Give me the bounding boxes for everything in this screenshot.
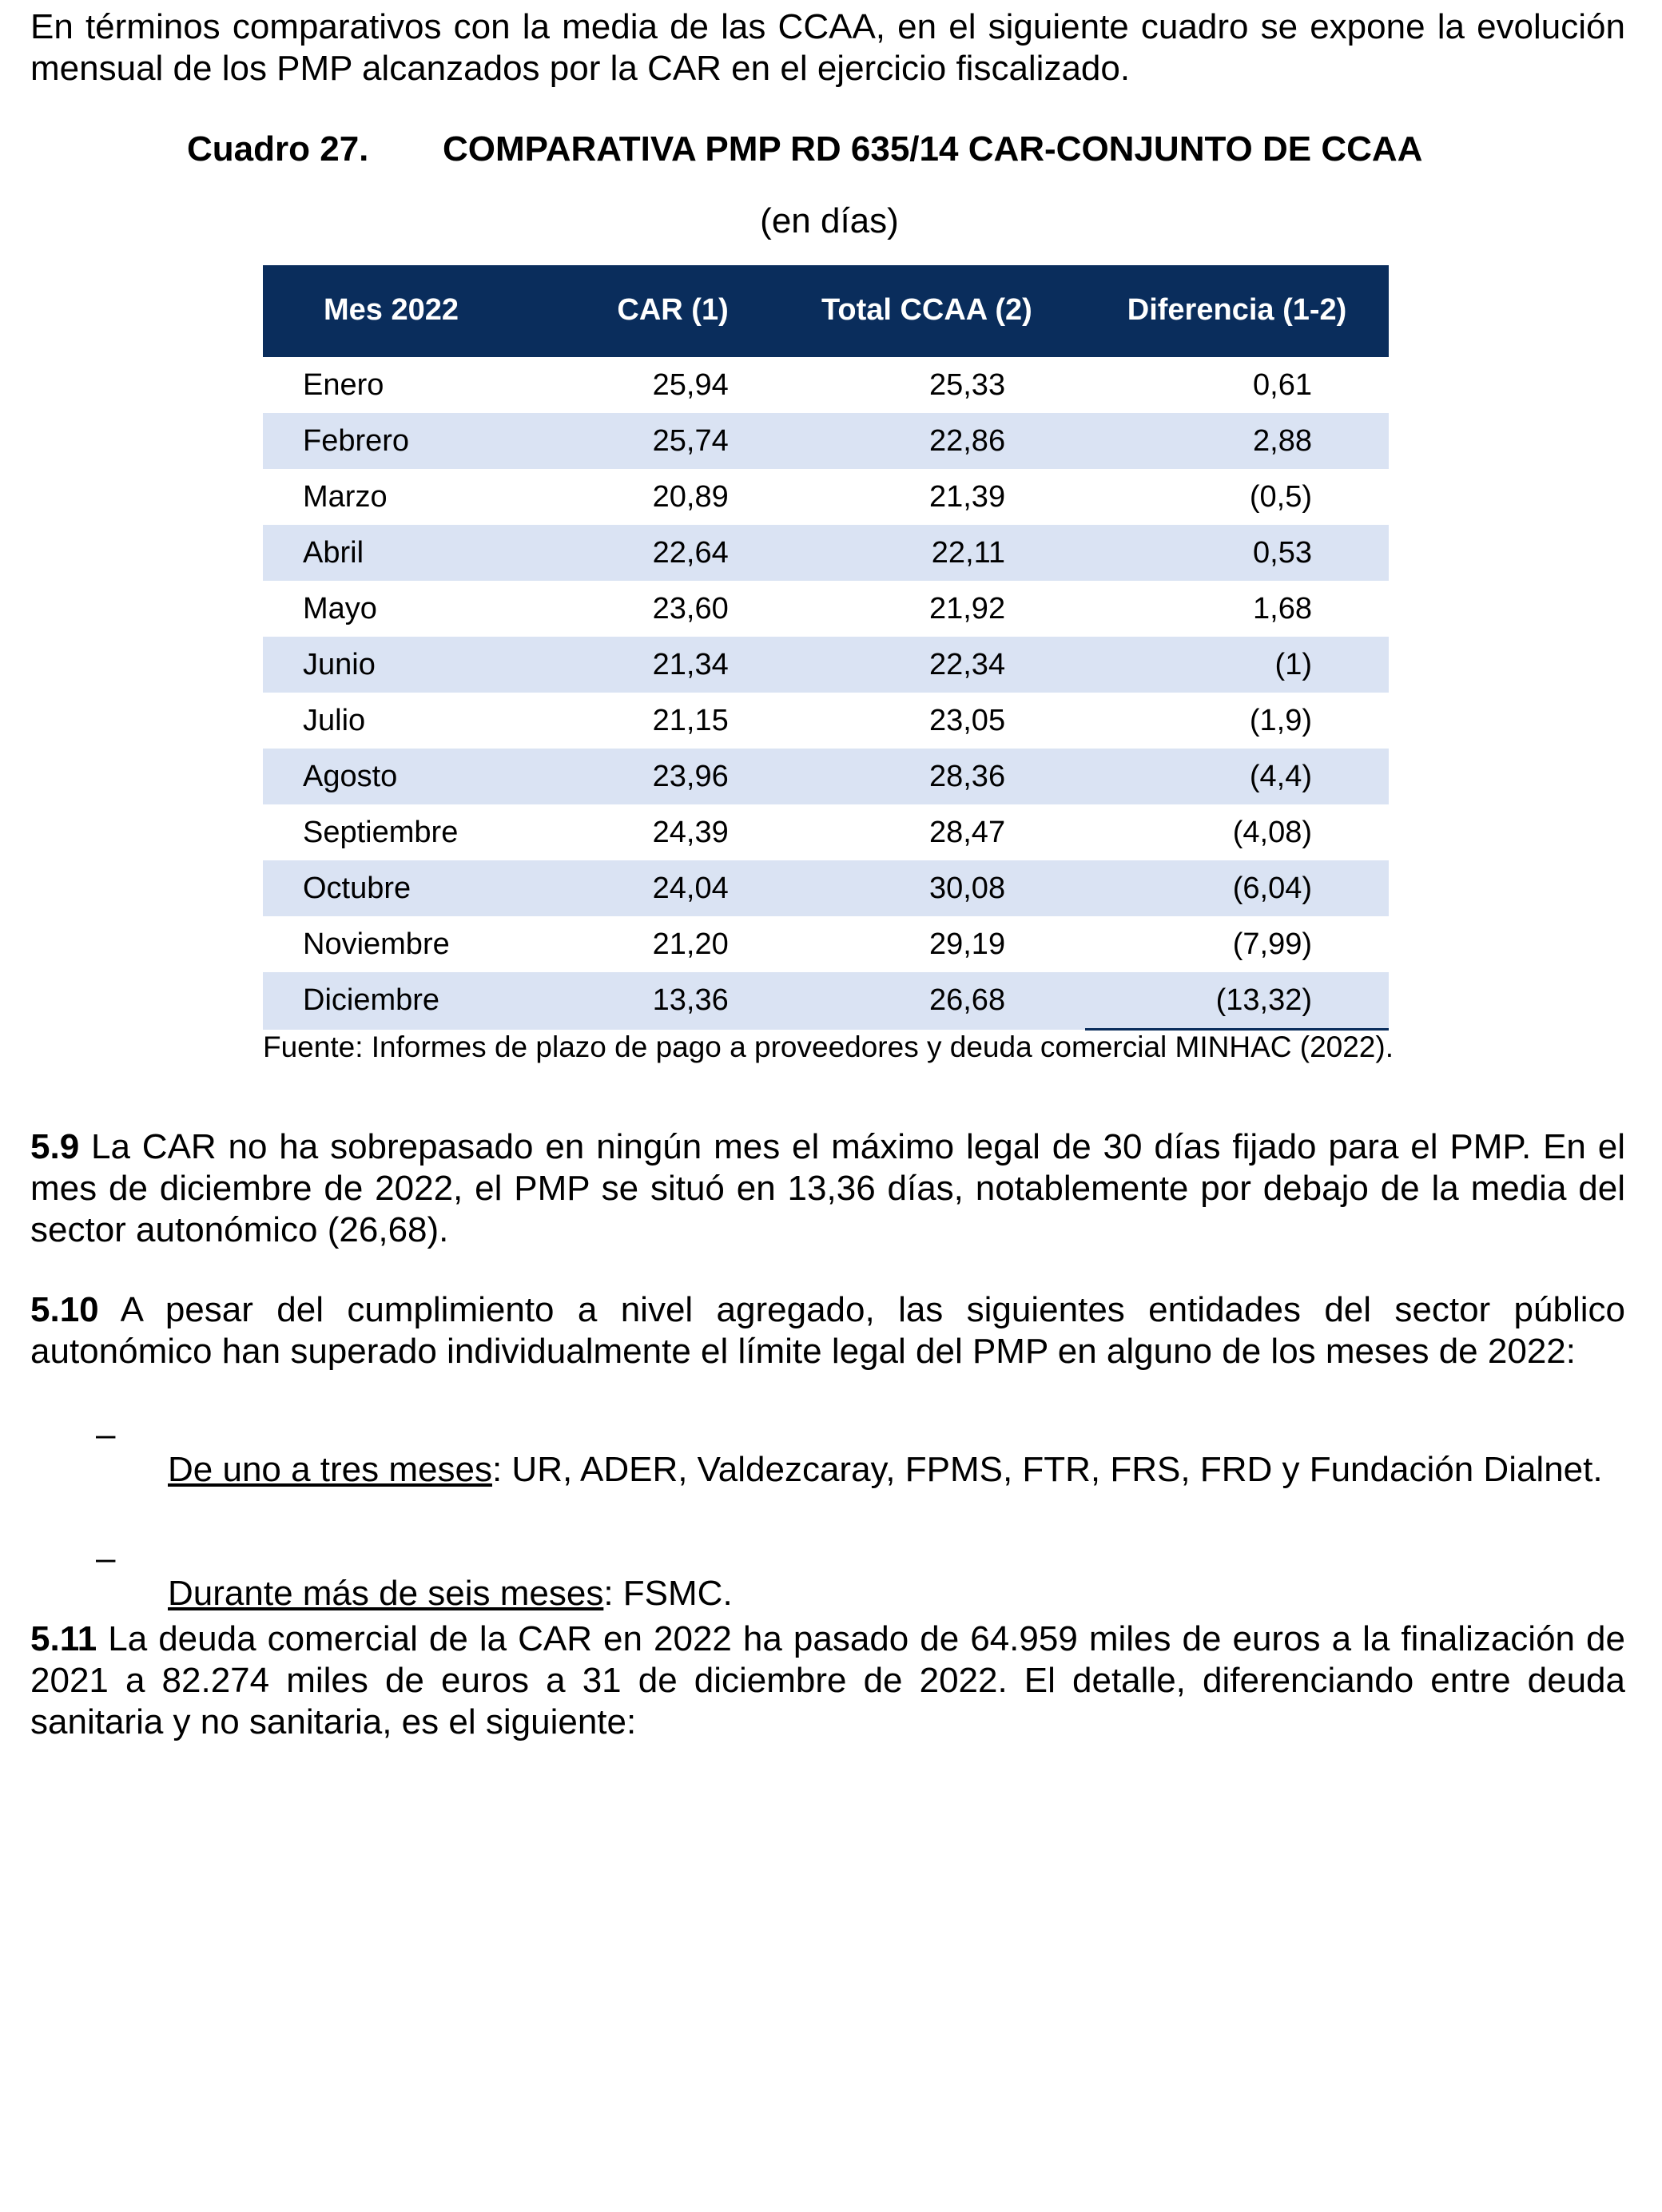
cell-difference: (6,04) <box>1085 860 1389 916</box>
cell-car: 24,39 <box>652 815 729 849</box>
caption-number: Cuadro 27. <box>187 129 369 169</box>
cell-car: 21,15 <box>652 703 729 737</box>
cell-total-ccaa: 21,39 <box>928 479 1006 514</box>
cell-month: Mayo <box>303 591 377 625</box>
table-source: Fuente: Informes de plazo de pago a proveedores y deuda comercial MINHAC (2022). <box>263 1031 1394 1063</box>
paragraph-5-11 <box>30 1618 1625 1743</box>
cell-month: Diciembre <box>263 972 541 1030</box>
header-car: CAR (1) <box>541 265 769 356</box>
cell-car: 13,36 <box>541 972 769 1030</box>
cell-month: Octubre <box>263 860 541 916</box>
header-total-ccaa: Total CCAA (2) <box>769 265 1085 356</box>
table-row <box>263 916 1389 972</box>
cell-month: Abril <box>263 525 541 581</box>
cell-total-ccaa: 22,86 <box>769 413 1085 469</box>
cell-total-ccaa: 22,34 <box>769 637 1085 693</box>
cell-month: Septiembre <box>303 815 459 849</box>
table-row <box>263 749 1389 804</box>
paragraph-text: A pesar del cumplimiento a nivel agregado, las siguientes entidades del sector público autonómico han superado individualmente el límite legal del PMP en alguno de los meses de 2022: <box>30 1290 1625 1371</box>
bullet-label: De uno a tres meses <box>168 1450 492 1489</box>
cell-car: 21,20 <box>652 927 729 961</box>
bullet-body: : FSMC. <box>603 1574 733 1613</box>
table-caption <box>187 129 1422 169</box>
table-row <box>263 525 1389 581</box>
cell-difference: (13,32) <box>1085 972 1389 1030</box>
cell-car: 25,94 <box>652 367 729 402</box>
dash-bullet-icon: – <box>96 1415 116 1454</box>
cell-car: 21,34 <box>541 637 769 693</box>
cell-difference: 0,53 <box>1085 525 1389 581</box>
cell-difference: (0,5) <box>1249 479 1312 514</box>
cell-total-ccaa: 22,11 <box>769 525 1085 581</box>
cell-car: 24,04 <box>541 860 769 916</box>
cell-total-ccaa: 21,92 <box>928 591 1006 625</box>
table-row <box>263 972 1389 1030</box>
paragraph-text: La CAR no ha sobrepasado en ningún mes el máximo legal de 30 días fijado para el PMP. En el mes de diciembre de 2022, el PMP se situó en 13,36 días, notablemente por debajo de la media del sector autonómico (26,68). <box>30 1127 1625 1249</box>
cell-difference: 1,68 <box>1253 591 1312 625</box>
cell-total-ccaa: 30,08 <box>769 860 1085 916</box>
cell-difference: (4,4) <box>1085 749 1389 804</box>
table-row <box>263 469 1389 525</box>
paragraph-number: 5.11 <box>30 1619 97 1658</box>
cell-month: Julio <box>303 703 366 737</box>
table-row <box>263 693 1389 749</box>
paragraph-number: 5.9 <box>30 1127 80 1166</box>
cell-total-ccaa: 25,33 <box>928 367 1006 402</box>
cell-month: Enero <box>303 367 384 402</box>
intro-paragraph: En términos comparativos con la media de las CCAA, en el siguiente cuadro se expone la evolución mensual de los PMP alcanzados por la CAR en el ejercicio fiscalizado. <box>30 7 1625 88</box>
cell-total-ccaa: 28,47 <box>928 815 1006 849</box>
cell-month: Agosto <box>263 749 541 804</box>
cell-difference: 0,61 <box>1253 367 1312 402</box>
table-row <box>263 637 1389 693</box>
table-header-row <box>263 265 1389 356</box>
bullet-item <box>30 1414 1625 1526</box>
bullet-label: Durante más de seis meses <box>168 1574 604 1613</box>
cell-month: Noviembre <box>303 927 450 961</box>
header-month: Mes 2022 <box>263 265 541 356</box>
paragraph-number: 5.10 <box>30 1290 99 1329</box>
cell-month: Marzo <box>303 479 388 514</box>
cell-month: Junio <box>263 637 541 693</box>
cell-difference: (7,99) <box>1232 927 1312 961</box>
table-row <box>263 804 1389 860</box>
dash-bullet-icon: – <box>96 1539 116 1578</box>
cell-car: 20,89 <box>652 479 729 514</box>
table-row <box>263 413 1389 469</box>
cell-total-ccaa: 29,19 <box>928 927 1006 961</box>
cell-difference: (1,9) <box>1249 703 1312 737</box>
cell-car: 25,74 <box>541 413 769 469</box>
table-row <box>263 581 1389 637</box>
cell-car: 23,96 <box>541 749 769 804</box>
paragraph-5-10 <box>30 1289 1625 1372</box>
cell-month: Febrero <box>263 413 541 469</box>
cell-total-ccaa: 28,36 <box>769 749 1085 804</box>
table-row <box>263 860 1389 916</box>
header-difference: Diferencia (1-2) <box>1085 265 1389 356</box>
paragraph-text: La deuda comercial de la CAR en 2022 ha pasado de 64.959 miles de euros a la finalización de 2021 a 82.274 miles de euros a 31 de diciembre de 2022. El detalle, diferenciando entre deuda sanitaria y no sanitaria, es el siguiente: <box>30 1619 1625 1741</box>
cell-car: 23,60 <box>652 591 729 625</box>
bullet-text <box>168 1449 1625 1491</box>
paragraph-5-9 <box>30 1126 1625 1251</box>
table-units: (en días) <box>760 201 899 240</box>
cell-total-ccaa: 26,68 <box>769 972 1085 1030</box>
caption-title: COMPARATIVA PMP RD 635/14 CAR-CONJUNTO DE CCAA <box>443 129 1423 169</box>
cell-difference: (4,08) <box>1232 815 1312 849</box>
cell-difference: 2,88 <box>1085 413 1389 469</box>
pmp-comparison-table <box>263 265 1389 1031</box>
bullet-body: : UR, ADER, Valdezcaray, FPMS, FTR, FRS, FRD y Fundación Dialnet. <box>491 1450 1603 1489</box>
table-row <box>263 356 1389 414</box>
bullet-text <box>168 1573 1625 1614</box>
cell-difference: (1) <box>1085 637 1389 693</box>
cell-car: 22,64 <box>541 525 769 581</box>
cell-total-ccaa: 23,05 <box>928 703 1006 737</box>
